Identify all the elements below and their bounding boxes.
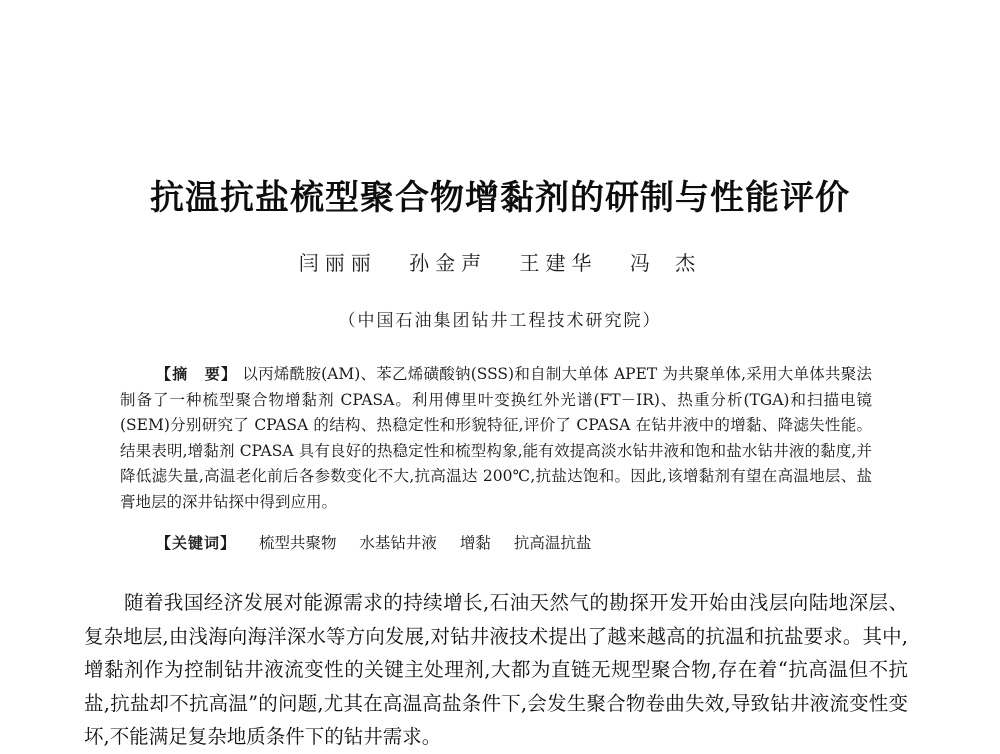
author-name: 杰	[675, 251, 702, 275]
author-name: 闫丽丽	[298, 251, 377, 275]
keywords-label: 【关键词】	[156, 534, 237, 552]
author-name: 孙金声	[409, 251, 488, 275]
author-list	[0, 247, 1000, 276]
abstract-text: 以丙烯酰胺(AM)、苯乙烯磺酸钠(SSS)和自制大单体 APET 为共聚单体,采用大单体共聚法制备了一种梳型聚合物增黏剂 CPASA。利用傅里叶变换红外光谱(FT－IR)、热重分析(TGA)和扫描电镜(SEM)分别研究了 CPASA 的结构、热稳定性和形貌特征,评价了 CPASA 在钻井液中的增黏、降滤失性能。结果表明,增黏剂 CPASA 具有良好的热稳定性和梳型构象,能有效提高淡水钻井液和饱和盐水钻井液的黏度,并降低滤失量,高温老化前后各参数变化不大,抗高温达 200℃,抗盐达饱和。因此,该增黏剂有望在高温地层、盐膏地层的深井钻探中得到应用。	[120, 365, 872, 511]
abstract	[120, 362, 872, 515]
paper-title: 抗温抗盐梳型聚合物增黏剂的研制与性能评价	[150, 178, 850, 218]
keyword: 增黏	[459, 534, 491, 552]
keyword: 抗高温抗盐	[513, 534, 592, 552]
keywords	[156, 531, 876, 553]
author-name: 冯	[629, 251, 656, 275]
keyword: 水基钻井液	[359, 534, 437, 552]
abstract-label: 【摘 要】	[156, 365, 238, 383]
keyword: 梳型共聚物	[258, 534, 337, 552]
body-paragraph: 随着我国经济发展对能源需求的持续增长,石油天然气的勘探开发开始由浅层向陆地深层、复杂地层,由浅海向海洋深水等方向发展,对钻井液技术提出了越来越高的抗温和抗盐要求。其中,增黏剂作为控制钻井液流变性的关键主处理剂,大都为直链无规型聚合物,存在着“抗高温但不抗盐,抗盐却不抗高温”的问题,尤其在高温高盐条件下,会发生聚合物卷曲失效,导致钻井液流变性变坏,不能满足复杂地质条件下的钻井需求。	[84, 591, 908, 748]
author-name: 王建华	[519, 251, 598, 275]
affiliation: （中国石油集团钻井工程技术研究院）	[338, 311, 662, 331]
